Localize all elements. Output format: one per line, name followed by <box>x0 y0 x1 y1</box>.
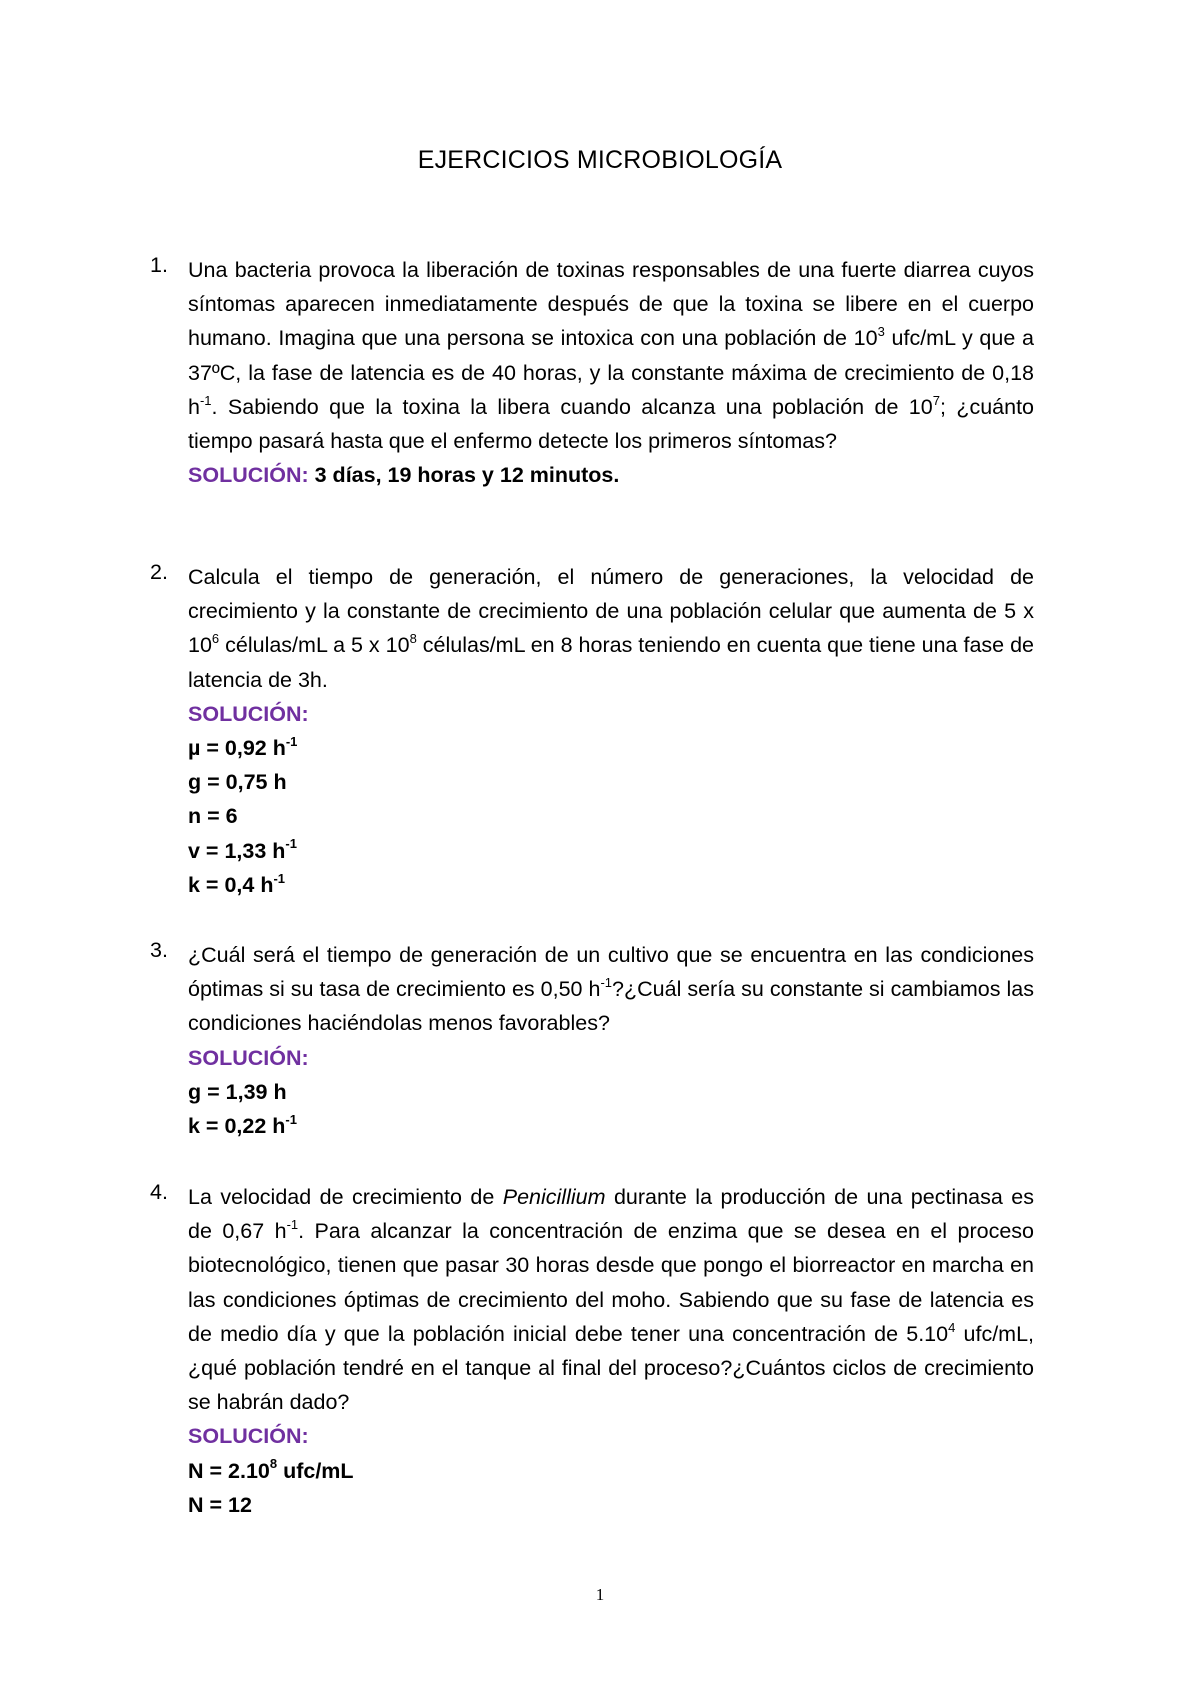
exercise-number: 1. <box>150 253 168 277</box>
answer-line: g = 0,75 h <box>188 770 287 795</box>
exercise-number: 4. <box>150 1180 168 1204</box>
exercise-number: 3. <box>150 938 168 962</box>
answer-line: k = 0,4 $h^{-1}$ <box>188 870 286 897</box>
exercise-text: La velocidad de crecimiento de Penicillium durante la producción de una pectinasa es de 0,67 $h^{-1}$. Para alcanzar la concentración de enzima que se desea en el proceso biotecnológico, tienen que pasar 30 horas desde que pongo el biorreactor en marcha en las condiciones óptimas de crecimiento del moho. Sabiendo que su fase de latencia es de medio día y que la población inicial debe tener una concentración de 5.10$^4$ ufc/mL, ¿qué población tendré en el tanque al final del proceso?¿Cuántos ciclos de crecimiento se habrán dado? <box>188 1185 1035 1415</box>
exercise-3 <box>150 938 1034 1143</box>
answer-line: g = 1,39 h <box>188 1079 287 1104</box>
exercise-1 <box>150 253 1035 492</box>
answer-line: µ = 0,92 $h^{-1}$ <box>188 733 298 761</box>
solution-label: SOLUCIÓN: <box>188 701 309 726</box>
answer-line: $N = 2.10^8$ ufc/mL <box>188 1456 354 1483</box>
exercise-4 <box>150 1180 1035 1522</box>
answer-line: k = 0,22 $h^{-1}$ <box>188 1111 297 1139</box>
page-title: EJERCICIOS MICROBIOLOGÍA <box>417 146 783 174</box>
solution-value: 3 días, 19 horas y 12 minutos. <box>314 463 620 488</box>
species-name: Penicillium <box>502 1185 606 1209</box>
solution-line <box>188 458 1034 492</box>
exercise-text: Calcula el tiempo de generación, el número de generaciones, la velocidad de crecimiento y la constante de crecimiento de una población celular que aumenta de 5 x $10^6$ células/mL a 5 x $10^8$ células/mL en 8 horas teniendo en cuenta que tiene una fase de latencia de 3h. <box>188 565 1034 692</box>
solution-label: SOLUCIÓN: <box>188 1045 309 1070</box>
exercise-text: ¿Cuál será el tiempo de generación de un cultivo que se encuentra en las condiciones óptimas si su tasa de crecimiento es 0,50 $h^{-1}?¿Cuál$ sería su constante si cambiamos las condiciones haciéndolas menos favorables? <box>188 943 1034 1036</box>
solution-label: SOLUCIÓN: <box>188 1424 309 1449</box>
solution-label: SOLUCIÓN: <box>188 463 309 488</box>
exercise-text: Una bacteria provoca la liberación de toxinas responsables de una fuerte diarrea cuyos síntomas aparecen inmediatamente después de que la toxina se libere en el cuerpo humano. Imagina que una persona se intoxica con una población de $10^3$ ufc/mL y que a 37ºC, la fase de latencia es de 40 horas, y la constante máxima de crecimiento de 0,18 $h^{-1}$. Sabiendo que la toxina la libera cuando alcanza una población de $10^7$; ¿cuánto tiempo pasará hasta que el enfermo detecte los primeros síntomas? <box>188 258 1035 454</box>
exercise-2 <box>150 560 1034 902</box>
answer-line: n = 6 <box>188 804 238 829</box>
page-number: 1 <box>595 1585 605 1604</box>
answer-line: v = 1,33 $h^{-1}$ <box>188 836 297 863</box>
exercise-number: 2. <box>150 560 168 584</box>
answer-line: N = 12 <box>188 1492 252 1517</box>
